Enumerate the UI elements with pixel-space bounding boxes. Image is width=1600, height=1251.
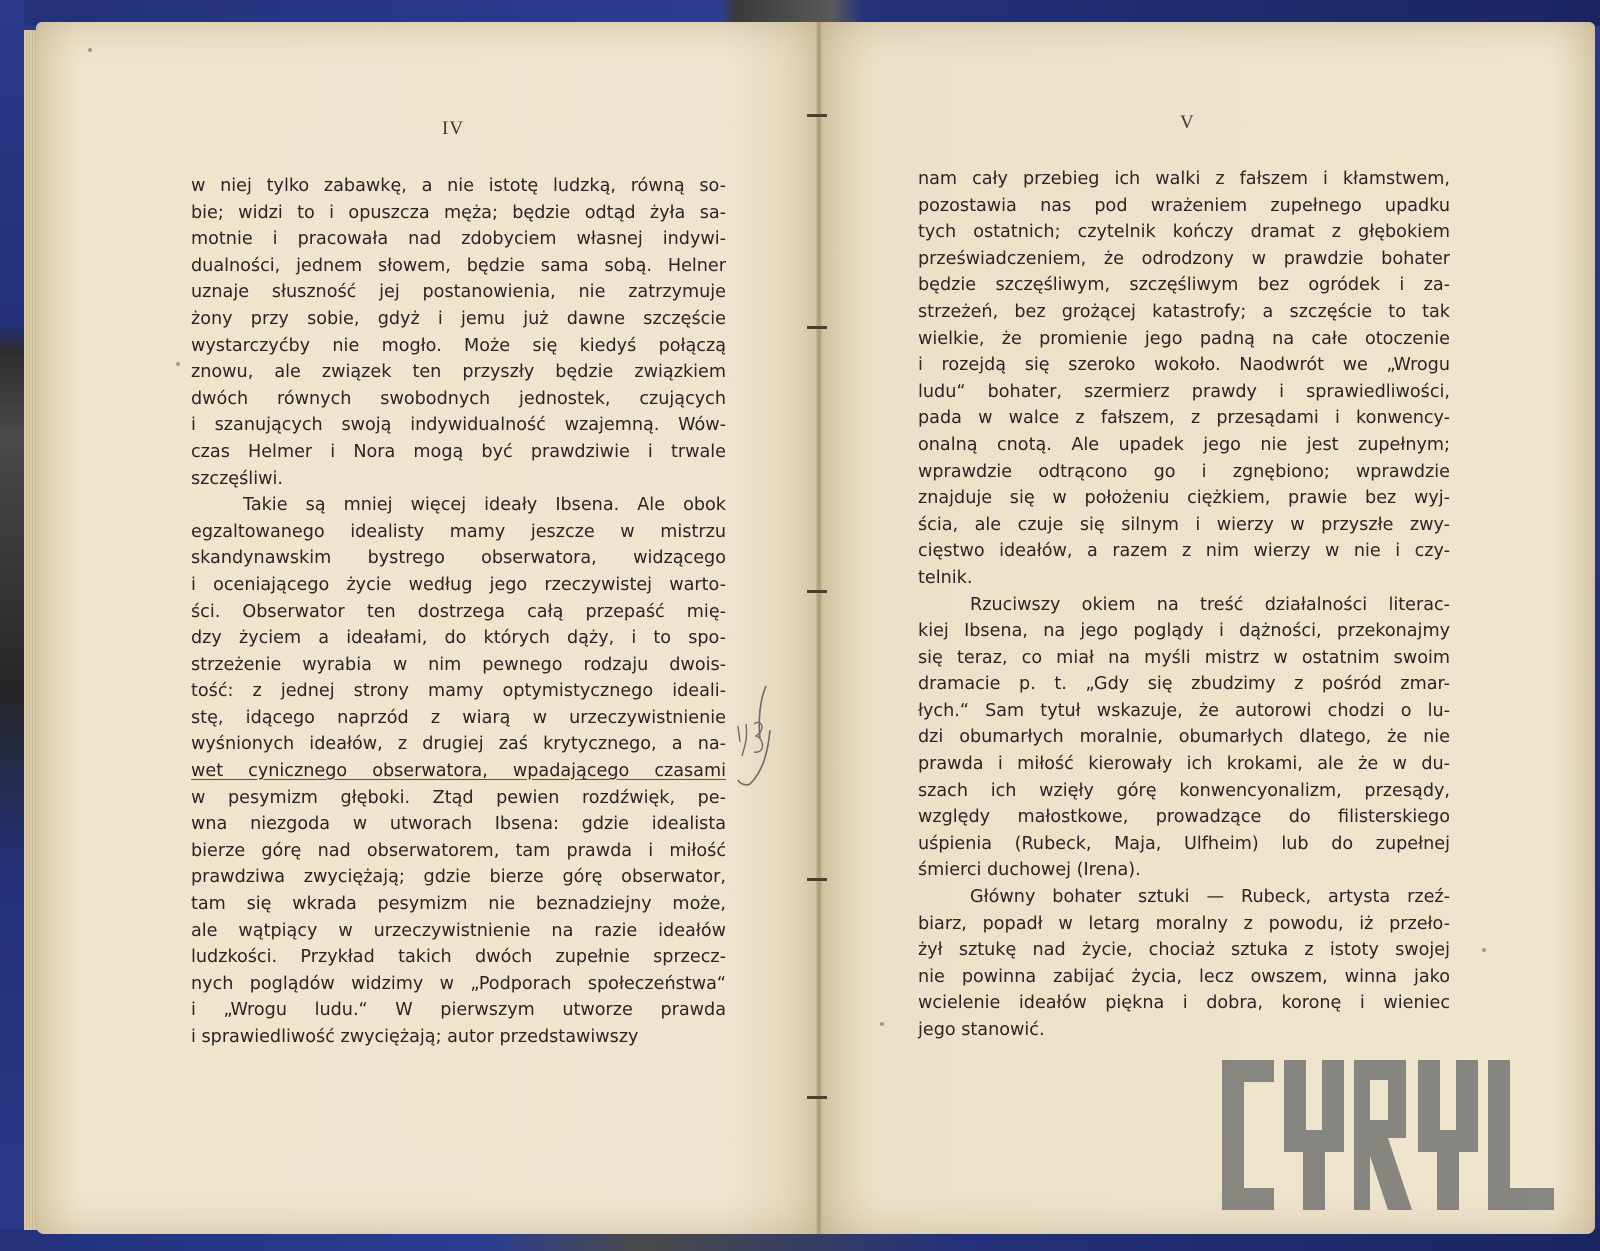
paper-fleck: [1482, 948, 1486, 952]
text-line: dzy życiem a ideałami, do których dąży, i to spo-: [191, 628, 726, 649]
text-line: żony przy sobie, gdyż i jemu już dawne szczęście: [191, 308, 726, 329]
text-line: i „Wrogu ludu.“ W pierwszym utworze prawda: [191, 1000, 726, 1021]
text-line: motnie i pracowała nad zdobyciem własnej indywi-: [191, 229, 726, 250]
pencil-margin-mark: [734, 680, 794, 810]
text-line: onalną cnotą. Ale upadek jego nie jest zupełnym;: [918, 434, 1450, 455]
text-line: wyśnionych ideałów, z drugiej zaś krytycznego, a na-: [191, 734, 726, 755]
text-line: przeświadczeniem, że odrodzony w prawdzie bohater: [918, 248, 1450, 269]
binding-stitch: [807, 114, 827, 117]
text-line: znajduje się w położeniu ciężkiem, prawie bez wyj-: [918, 488, 1450, 509]
text-line: śmierci duchowej (Irena).: [918, 860, 1141, 881]
text-line: wielkie, że promienie jego padną na całe otoczenie: [918, 328, 1450, 349]
binding-stitch: [807, 878, 827, 881]
text-line: i szanujących swoją indywidualność wzajemną. Wów-: [191, 415, 726, 436]
text-line: wcielenie ideałów piękna i dobra, koronę i wieniec: [918, 993, 1450, 1014]
text-line: Rzuciwszy okiem na treść działalności literac-: [970, 594, 1450, 615]
text-line: ale wątpiący w urzeczywistnienie na razie ideałów: [191, 920, 726, 941]
page-number-right: V: [1180, 112, 1195, 133]
text-line: dramacie p. t. „Gdy się zbudzimy z pośród zmar-: [918, 674, 1450, 695]
text-line: i oceniającego życie według jego rzeczywistej warto-: [191, 574, 726, 595]
page-number-left: IV: [442, 118, 465, 139]
text-line: się teraz, co miał na myśli mistrz w ostatnim swoim: [918, 647, 1450, 668]
text-line: dzi obumarłych moralnie, obumarłych dlatego, że nie: [918, 727, 1450, 748]
text-line: nam cały przebieg ich walki z fałszem i kłamstwem,: [918, 169, 1450, 189]
text-line: biarz, popadł w letarg moralny z powodu, iż przeło-: [918, 913, 1450, 934]
binding-stitch: [807, 590, 827, 593]
text-line: pozostawia nas pod wrażeniem zupełnego upadku: [918, 195, 1450, 216]
text-line: będzie szczęśliwym, szczęśliwym bez ogródek i za-: [918, 275, 1450, 296]
text-line: strzeżenie wyrabia w nim pewnego rodzaju dwois-: [191, 654, 726, 675]
text-line: ludu“ bohater, szermierz prawdy i sprawiedliwości,: [918, 381, 1450, 402]
text-line: bie; widzi to i opuszcza męża; będzie odtąd żyła sa-: [191, 202, 726, 223]
left-page-text: [191, 173, 726, 1051]
text-line: względy małostkowe, prowadzące do filisterskiego: [918, 807, 1450, 828]
text-line: czas Helmer i Nora mogą być prawdziwie i trwale: [191, 441, 726, 462]
text-line: strzeżeń, bez grożącej katastrofy; a szczęście to tak: [918, 301, 1450, 322]
text-line: łych.“ Sam tytuł wskazuje, że autorowi chodzi o lu-: [918, 700, 1450, 721]
binding-stitch: [807, 1096, 827, 1099]
text-line: wna niezgoda w utworach Ibsena: gdzie idealista: [191, 814, 726, 835]
text-line: ludzkości. Przykład takich dwóch zupełnie sprzecz-: [191, 947, 726, 968]
text-line: szach ich wzięły górę konwencyonalizm, przesądy,: [918, 780, 1450, 801]
cover-left-edge: [0, 0, 24, 1251]
text-line: telnik.: [918, 567, 973, 588]
text-line: wet cynicznego obserwatora, wpadającego czasami: [191, 761, 726, 782]
text-line: uznaje słuszność jej postanowienia, nie zatrzymuje: [191, 282, 726, 303]
text-line: tość: z jednej strony mamy optymistycznego ideali-: [191, 681, 726, 702]
text-line: i rozejdą się szeroko wokoło. Naodwrót we „Wrogu: [918, 355, 1450, 376]
binding-stitch: [807, 326, 827, 329]
text-line: kiej Ibsena, na jego poglądy i dążności, przekonajmy: [918, 621, 1450, 642]
text-line: dualności, jednem słowem, będzie sama sobą. Helner: [191, 255, 726, 276]
text-line: dwóch równych swobodnych jednostek, czujących: [191, 388, 726, 409]
text-line: znowu, ale związek ten przyszły będzie związkiem: [191, 362, 726, 383]
text-line: prawdziwa zwyciężają; gdzie bierze górę obserwator,: [191, 867, 726, 888]
text-line: Główny bohater sztuki — Rubeck, artysta rzeź-: [970, 887, 1450, 908]
text-line: szczęśliwi.: [191, 468, 283, 489]
text-line: egzaltowanego idealisty mamy jeszcze w mistrzu: [191, 521, 726, 542]
text-line: stę, idącego naprzód z wiarą w urzeczywistnienie: [191, 707, 726, 728]
text-line: pada w walce z fałszem, z przesądami i konwency-: [918, 408, 1450, 429]
text-line: w niej tylko zabawkę, a nie istotę ludzką, równą so-: [191, 176, 726, 196]
text-line: i sprawiedliwość zwyciężają; autor przedstawiwszy: [191, 1027, 639, 1047]
text-line: skandynawskim bystrego obserwatora, widzącego: [191, 548, 726, 569]
text-line: uśpienia (Rubeck, Maja, Ulfheim) lub do zupełnej: [918, 833, 1450, 854]
book-gutter: [816, 22, 822, 1234]
text-line: bierze górę nad obserwatorem, tam prawda i miłość: [191, 840, 726, 861]
text-line: cięstwo ideałów, a razem z nim wierzy w nie i czy-: [918, 541, 1450, 562]
text-line: nych poglądów widzimy w „Podporach społeczeństwa“: [191, 973, 726, 994]
text-line: tam się wkrada pesymizm nie beznadziejny może,: [191, 894, 726, 915]
text-line: ścia, ale czuje się silnym i wierzy w przyszłe zwy-: [918, 514, 1450, 535]
paper-fleck: [176, 362, 180, 366]
text-line: Takie są mniej więcej ideały Ibsena. Ale obok: [243, 495, 726, 516]
text-line: wprawdzie odtrącono go i zgnębiono; wprawdzie: [918, 461, 1450, 482]
cyryl-watermark-logo: [1222, 1060, 1554, 1210]
text-line: wystarczyćby nie mogło. Może się kiedyś połączą: [191, 335, 726, 356]
text-line: żył sztukę nad życie, chociaż sztuka z istoty swojej: [918, 940, 1450, 961]
text-line: tych ostatnich; czytelnik kończy dramat z głębokiem: [918, 222, 1450, 243]
paper-fleck: [88, 48, 92, 52]
text-line: ści. Obserwator ten dostrzega całą przepaść mię-: [191, 601, 726, 622]
text-line: jego stanowić.: [918, 1020, 1045, 1040]
paper-fleck: [880, 1022, 884, 1026]
text-line: w pesymizm głęboki. Ztąd pewien rozdźwięk, pe-: [191, 787, 726, 808]
right-page-text: [918, 166, 1450, 1044]
text-line: prawda i miłość kierowały ich krokami, ale że w du-: [918, 754, 1450, 775]
text-line: nie powinna zabijać życia, lecz owszem, winna jako: [918, 966, 1450, 987]
